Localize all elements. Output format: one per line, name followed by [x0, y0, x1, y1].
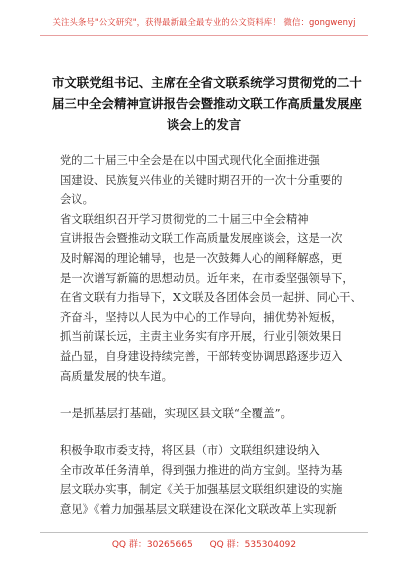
- text-line: 及时解渴的理论辅导，也是一次鼓舞人心的阐释解惑，更: [60, 251, 343, 265]
- text-line: 在省文联有力指导下，X文联及各团体会员一起拼、同心干、: [60, 291, 362, 305]
- text-line: 层文联办实事，制定《关于加强基层文联组织建设的实施: [60, 483, 343, 497]
- text-line: 全市改革任务清单，得到强力推进的尚方宝剑。坚持为基: [60, 463, 343, 477]
- text-line: 国建设、民族复兴伟业的关键时期召开的一次十分重要的: [60, 173, 343, 187]
- text-line: 是一次谱写新篇的思想动员。近年来，在市委坚强领导下，: [60, 271, 354, 285]
- text-line: 省文联组织召开学习贯彻党的二十届三中全会精神: [60, 212, 309, 226]
- footer-divider: [40, 532, 368, 533]
- text-line: 益凸显，自身建设持续完善，干部转变协调思路逐步迈入: [60, 349, 343, 363]
- section-heading-text: 一是抓基层打基础，实现区县文联“全覆盖”。: [60, 406, 293, 420]
- text-line: 齐奋斗，坚持以人民为中心的工作导向，捕优势补短板，: [60, 310, 343, 324]
- text-line: 积极争取市委支持，将区县（市）文联组织建设纳入: [60, 444, 320, 457]
- title-line: 市文联党组书记、主席在全省文联系统学习贯彻党的二十: [52, 75, 362, 90]
- body-paragraph-1: [60, 151, 362, 386]
- text-line: 意见》《着力加强基层文联建设在深化文联改革上实现新: [60, 502, 337, 516]
- text-line: 抓当前谋长远，主责主业务实有序开展，行业引领效果日: [60, 330, 343, 344]
- document-title: [52, 72, 362, 135]
- text-line: 党的二十届三中全会是在以中国式现代化全面推进强: [60, 154, 320, 167]
- footer-qq-group-1: QQ 群：30265665: [111, 540, 193, 550]
- text-line: 会议。: [60, 193, 94, 207]
- body-paragraph-2: [60, 441, 358, 519]
- footer: [0, 537, 408, 550]
- text-line: 高质量发展的快车道。: [60, 369, 173, 383]
- section-heading: [60, 404, 358, 424]
- header-divider: [40, 35, 368, 36]
- footer-qq-group-2: QQ 群：535304092: [209, 540, 297, 550]
- header-note: 关注头条号"公文研究"，获得最新最全最专业的公文资料库！ 微信：gongwenyj: [52, 17, 356, 27]
- title-line: 谈会上的发言: [166, 117, 242, 132]
- title-line: 届三中全会精神宣讲报告会暨推动文联工作高质量发展座: [52, 96, 362, 111]
- text-line: 宣讲报告会暨推动文联工作高质量发展座谈会，这是一次: [60, 232, 343, 246]
